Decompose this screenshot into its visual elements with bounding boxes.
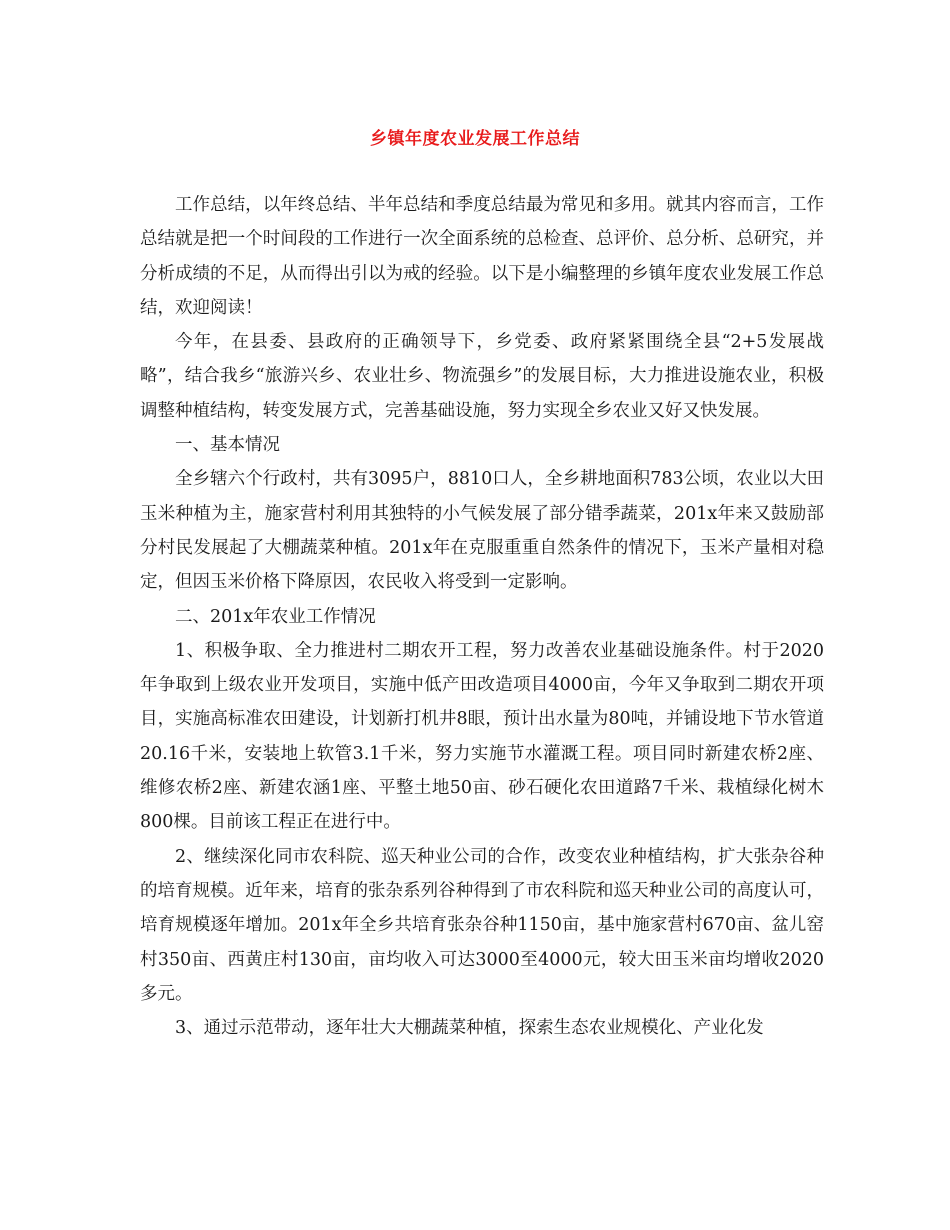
document-body	[140, 188, 824, 1045]
section-heading-basic: 一、基本情况	[175, 435, 280, 456]
document-title: 乡镇年度农业发展工作总结	[370, 129, 580, 149]
paragraph-item-3: 3、通过示范带动，逐年壮大大棚蔬菜种植，探索生态农业规模化、产业化发	[175, 1018, 764, 1039]
section-heading-work: 二、201x年农业工作情况	[175, 606, 376, 627]
paragraph-item-2: 2、继续深化同市农科院、巡天种业公司的合作，改变农业种植结构，扩大张杂谷种的培育规模。近年来，培育的张杂系列谷种得到了市农科院和巡天种业公司的高度认可，培育规模逐年增加。201x年全乡共培育张杂谷种1150亩，基中施家营村670亩、盆儿窑村350亩、西黄庄村130亩，亩均收入可达3000至4000元，较大田玉米亩均增收2020多元。	[140, 846, 824, 1004]
paragraph-basic-situation: 全乡辖六个行政村，共有3095户，8810口人，全乡耕地面积783公顷，农业以大田玉米种植为主，施家营村利用其独特的小气候发展了部分错季蔬菜，201x年来又鼓励部分村民发展起了大棚蔬菜种植。201x年在克服重重自然条件的情况下，玉米产量相对稳定，但因玉米价格下降原因，农民收入将受到一定影响。	[140, 469, 824, 593]
paragraph-overview: 今年，在县委、县政府的正确领导下，乡党委、政府紧紧围绕全县“2+5发展战略”，结合我乡“旅游兴乡、农业壮乡、物流强乡”的发展目标，大力推进设施农业，积极调整种植结构，转变发展方式，完善基础设施，努力实现全乡农业又好又快发展。	[140, 332, 824, 421]
paragraph-intro: 工作总结，以年终总结、半年总结和季度总结最为常见和多用。就其内容而言，工作总结就是把一个时间段的工作进行一次全面系统的总检查、总评价、总分析、总研究，并分析成绩的不足，从而得出引以为戒的经验。以下是小编整理的乡镇年度农业发展工作总结，欢迎阅读！	[140, 195, 824, 318]
paragraph-item-1: 1、积极争取、全力推进村二期农开工程，努力改善农业基础设施条件。村于2020年争取到上级农业开发项目，实施中低产田改造项目4000亩，今年又争取到二期农开项目，实施高标准农田建设，计划新打机井8眼，预计出水量为80吨，并铺设地下节水管道20.16千米，安装地上软管3.1千米，努力实施节水灌溉工程。项目同时新建农桥2座、维修农桥2座、新建农涵1座、平整土地50亩、砂石硬化农田道路7千米、栽植绿化树木800棵。目前该工程正在进行中。	[140, 640, 824, 833]
